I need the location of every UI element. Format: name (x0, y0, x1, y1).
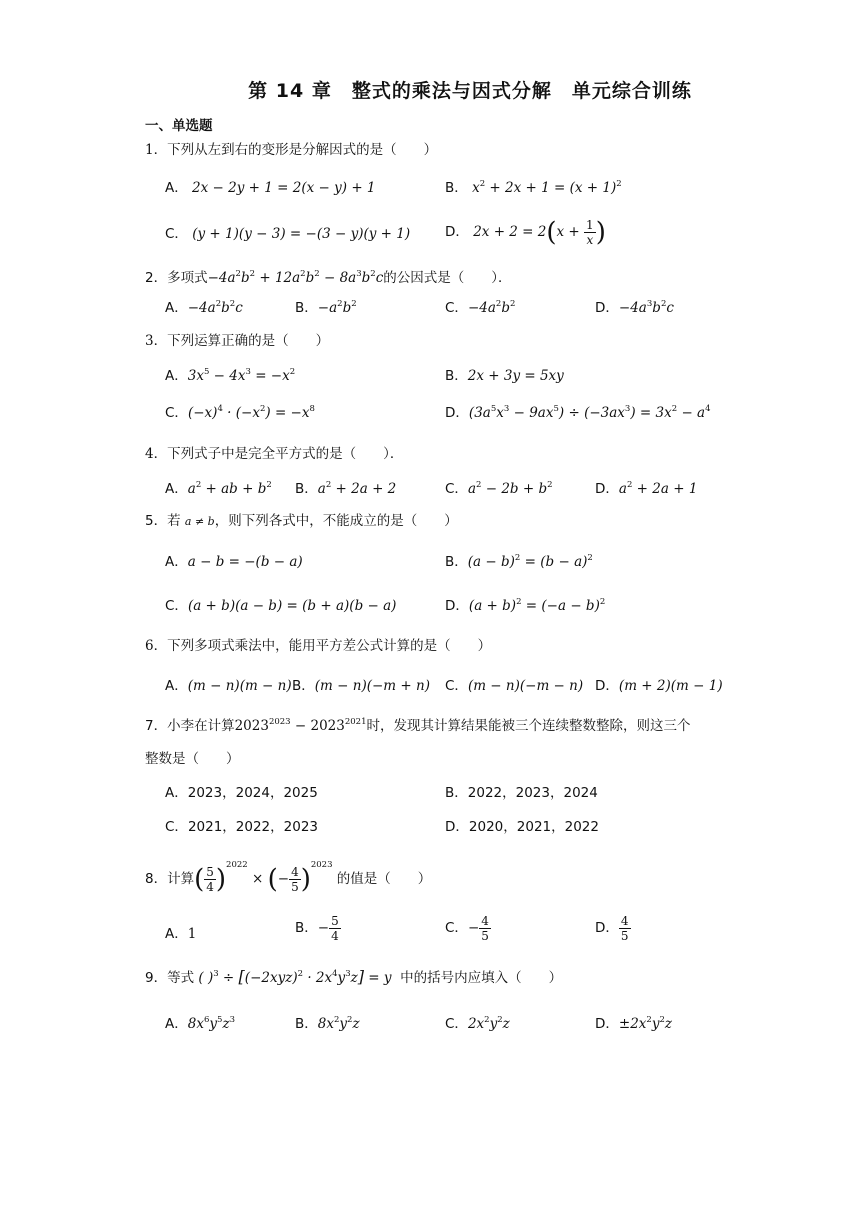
stem-math: $-4a^2b^2 + 12a^2b^2 - 8a^3b^2c$ (207, 269, 384, 286)
option-math: a − b = −(b − a) (187, 554, 303, 570)
question-5-option-c (165, 596, 396, 616)
option-label: C． (445, 920, 468, 936)
question-5-stem (145, 511, 458, 532)
question-8-option-b (295, 914, 341, 943)
question-5-option-b (445, 552, 593, 572)
option-math: (a + b)(a − b) = (b + a)(b − a) (187, 598, 397, 614)
question-6-stem: 6．下列多项式乘法中，能用平方差公式计算的是（ ） (145, 638, 492, 654)
question-7-option-d (445, 817, 599, 837)
question-7-option-a (165, 783, 318, 803)
option-label: B． (292, 678, 315, 694)
option-math: $\frac{4}{5}$ (620, 914, 629, 943)
stem-prefix: 9．等式 (145, 970, 195, 986)
option-math: − $\frac{4}{5}$ (467, 914, 489, 943)
option-math: $x^2 + 2x + 1 = (x + 1)^2$ (472, 179, 622, 196)
stem-suffix: ，则下列各式中，不能成立的是（ ） (214, 513, 458, 529)
question-4-option-a (165, 479, 272, 499)
stem-suffix: 的值是（ ） (336, 871, 432, 887)
option-label: D． (595, 300, 619, 316)
document-title: 第 14 章 整式的乘法与因式分解 单元综合训练 (248, 80, 692, 102)
stem-prefix: 5．若 (145, 513, 181, 529)
option-label: A． (165, 926, 188, 942)
question-2-option-a (165, 298, 243, 318)
option-math: $a^2 + 2a + 2$ (317, 480, 397, 497)
question-1-option-d (445, 218, 606, 247)
question-1-option-c (165, 224, 410, 244)
question-3-option-b (445, 366, 564, 386)
question-8-option-a (165, 924, 196, 944)
question-9-option-b (295, 1014, 360, 1034)
stem-suffix: 时，发现其计算结果能被三个连续整数整除，则这三个 (366, 718, 691, 734)
stem-suffix: 的公因式是（ ）． (383, 270, 512, 286)
question-6-option-d (595, 676, 723, 696)
question-7-stem-line-2: 整数是（ ） (145, 751, 240, 767)
stem-prefix: 8．计算 (145, 871, 195, 887)
section-heading: 一、单选题 (145, 118, 213, 134)
question-7-option-c (165, 817, 318, 837)
stem-math: ( )$^3 \div [(-2xyz)^2 \cdot 2x^4y^3z] = y$ (198, 967, 392, 986)
option-math: $(a - b)^2 = (b - a)^2$ (467, 553, 593, 570)
option-math: 2x − 2y + 1 = 2(x − y) + 1 (192, 180, 376, 196)
question-1-stem: 1．下列从左到右的变形是分解因式的是（ ） (145, 142, 438, 158)
question-9-stem (145, 967, 562, 988)
option-label: B． (445, 785, 468, 801)
option-text: 2020，2021，2022 (468, 819, 599, 835)
question-7-option-b (445, 783, 598, 803)
question-5-option-d (445, 596, 605, 616)
question-1-option-a (165, 178, 376, 198)
option-math: (m − n)(m − n) (187, 678, 292, 694)
question-7-stem-line-1 (145, 716, 691, 736)
option-math: $a^2 - 2b + b^2$ (467, 480, 553, 497)
question-8-option-d (595, 914, 631, 943)
question-3-option-c (165, 403, 315, 423)
option-math: $\pm 2x^2y^2z$ (618, 1015, 673, 1032)
question-3-option-d (445, 403, 711, 423)
question-9-option-a (165, 1014, 235, 1034)
option-label: C． (445, 1016, 468, 1032)
option-math: $-4a^2b^2c$ (187, 299, 243, 316)
option-label: D． (595, 678, 619, 694)
option-math: 2x + 3y = 5xy (467, 368, 564, 384)
option-math: $-4a^3b^2c$ (618, 299, 674, 316)
stem-math: $2023^{2023} - 2023^{2021}$ (234, 717, 367, 734)
question-6-option-c (445, 676, 583, 696)
stem-math: ( $\frac{5}{4}$ )$^{2022}$ × (− $\frac{4}{5}$ )$^{2023}$ (194, 860, 333, 895)
question-6-option-b (292, 676, 430, 696)
question-9-option-c (445, 1014, 510, 1034)
option-math: $(3a^5x^3 - 9ax^5) \div (-3ax^3) = 3x^2 - a^4$ (468, 404, 711, 421)
option-math: (m + 2)(m − 1) (618, 678, 723, 694)
option-label: A． (165, 785, 188, 801)
question-3-option-a (165, 366, 295, 386)
option-label: C． (445, 481, 468, 497)
question-2-option-c (445, 298, 515, 318)
option-math: 2x + 2 = 2(x + $\frac{1}{x}$ ) (473, 217, 606, 248)
option-label: D． (445, 405, 469, 421)
question-6-option-a (165, 676, 292, 696)
stem-suffix: 中的括号内应填入（ ） (400, 970, 563, 986)
question-4-option-d (595, 479, 697, 499)
option-math: $a^2 + 2a + 1$ (618, 480, 698, 497)
question-4-option-c (445, 479, 553, 499)
option-label: B． (295, 1016, 318, 1032)
option-math: (m − n)(−m − n) (467, 678, 584, 694)
question-2-option-b (295, 298, 357, 318)
option-math: $(-x)^4 \cdot (-x^2) = -x^8$ (187, 404, 315, 421)
option-text: 2023，2024，2025 (187, 785, 318, 801)
option-label: B． (445, 554, 468, 570)
option-math: $-4a^2b^2$ (467, 299, 516, 316)
option-text: 2022，2023，2024 (467, 785, 598, 801)
option-label: A． (165, 180, 188, 196)
question-8-option-c (445, 914, 491, 943)
option-label: C． (165, 405, 188, 421)
option-label: A． (165, 554, 188, 570)
option-label: A． (165, 481, 188, 497)
option-label: D． (445, 598, 469, 614)
option-math: $3x^5 - 4x^3 = -x^2$ (187, 367, 296, 384)
option-label: D． (595, 481, 619, 497)
option-math: (y + 1)(y − 3) = −(3 − y)(y + 1) (192, 226, 411, 242)
question-9-option-d (595, 1014, 672, 1034)
question-2-option-d (595, 298, 674, 318)
option-label: A． (165, 300, 188, 316)
option-label: C． (445, 300, 468, 316)
option-label: D． (595, 920, 619, 936)
stem-prefix: 2．多项式 (145, 270, 208, 286)
stem-math: a ≠ b (184, 515, 215, 528)
option-label: B． (295, 920, 318, 936)
option-label: B． (445, 180, 468, 196)
option-label: C． (445, 678, 468, 694)
option-math: $(a + b)^2 = (-a - b)^2$ (468, 597, 606, 614)
question-3-stem: 3．下列运算正确的是（ ） (145, 333, 330, 349)
option-math: $2x^2y^2z$ (467, 1015, 510, 1032)
option-math: − $\frac{5}{4}$ (317, 914, 339, 943)
option-text: 2021，2022，2023 (187, 819, 319, 835)
stem-prefix: 7．小李在计算 (145, 718, 235, 734)
option-math: (m − n)(−m + n) (314, 678, 430, 694)
option-math: $-a^2b^2$ (317, 299, 357, 316)
option-label: B． (295, 300, 318, 316)
option-label: A． (165, 368, 188, 384)
question-4-option-b (295, 479, 396, 499)
option-label: B． (295, 481, 318, 497)
question-5-option-a (165, 552, 303, 572)
option-label: C． (165, 226, 188, 242)
option-label: D． (445, 819, 469, 835)
option-label: B． (445, 368, 468, 384)
option-label: A． (165, 1016, 188, 1032)
question-8-stem (145, 860, 432, 895)
question-1-option-b (445, 178, 622, 198)
option-label: C． (165, 598, 188, 614)
option-label: A． (165, 678, 188, 694)
option-math: $a^2$ + ab + $b^2$ (187, 480, 272, 497)
option-label: C． (165, 819, 188, 835)
option-label: D． (595, 1016, 619, 1032)
option-text: 1 (187, 926, 197, 942)
question-4-stem: 4．下列式子中是完全平方式的是（ ）． (145, 446, 404, 462)
option-math: $8x^6y^5z^3$ (187, 1015, 235, 1032)
option-label: D． (445, 224, 469, 240)
option-math: $8x^2y^2z$ (317, 1015, 360, 1032)
question-2-stem (145, 268, 512, 288)
